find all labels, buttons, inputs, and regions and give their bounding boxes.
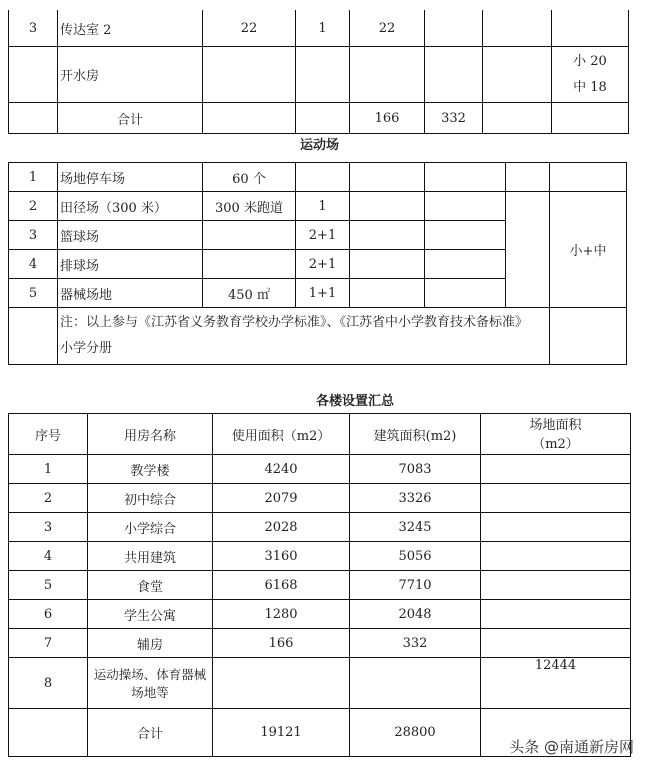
table-cell: 6	[9, 600, 88, 629]
table-cell	[425, 192, 506, 221]
table-cell: 篮球场	[58, 221, 203, 250]
table-cell: 12444	[481, 658, 631, 709]
table-row	[9, 455, 631, 484]
table-cell: 开水房	[58, 47, 203, 103]
table-cell	[296, 163, 350, 192]
table-cell: 辅房	[88, 629, 213, 658]
table-cell: 排球场	[58, 250, 203, 279]
table-cell: 2079	[213, 484, 350, 513]
table-cell: 小 20 中 18	[552, 47, 629, 103]
table-cell	[481, 455, 631, 484]
table-cell	[425, 163, 506, 192]
rooms-table-fragment	[8, 10, 629, 134]
table-row	[9, 658, 631, 709]
table-cell	[350, 658, 481, 709]
sports-title: 运动场	[300, 138, 340, 153]
table-cell: 教学楼	[88, 455, 213, 484]
table-cell: 序号	[9, 414, 88, 455]
table-cell	[481, 484, 631, 513]
table-cell	[350, 279, 425, 308]
table-cell: 场地停车场	[58, 163, 203, 192]
table-cell: 4	[9, 250, 58, 279]
table-cell	[425, 10, 483, 47]
table-cell: 合计	[88, 709, 213, 757]
table-cell: 3245	[350, 513, 481, 542]
table-cell: 传达室 2	[58, 10, 203, 47]
table-cell: 学生公寓	[88, 600, 213, 629]
table-cell: 2028	[213, 513, 350, 542]
table-cell: 建筑面积(m2)	[350, 414, 481, 455]
note-text: 小学分册	[60, 341, 113, 356]
table-cell: 使用面积（m2）	[213, 414, 350, 455]
table-cell: 田径场（300 米）	[58, 192, 203, 221]
table-cell: 7710	[350, 571, 481, 600]
table-cell	[58, 308, 550, 365]
table-cell: 初中综合	[88, 484, 213, 513]
table-cell	[483, 47, 552, 103]
watermark: 头条 @南通新房网	[509, 738, 634, 756]
table-cell: 器械场地	[58, 279, 203, 308]
table-cell	[481, 600, 631, 629]
table-cell: 3	[9, 513, 88, 542]
table-cell	[9, 47, 58, 103]
table-cell: 食堂	[88, 571, 213, 600]
table-cell	[296, 103, 350, 134]
table-cell	[9, 709, 88, 757]
table-cell: 332	[350, 629, 481, 658]
table-cell	[350, 163, 425, 192]
table-cell	[9, 308, 58, 365]
table-cell: 1	[9, 455, 88, 484]
table-cell	[550, 308, 627, 365]
table-cell: 3	[9, 10, 58, 47]
table-cell: 3	[9, 221, 58, 250]
table-cell: 4	[9, 542, 88, 571]
table-cell	[550, 163, 627, 192]
table-cell	[481, 571, 631, 600]
table-cell: 共用建筑	[88, 542, 213, 571]
table-cell: 合计	[58, 103, 203, 134]
table-cell: 3160	[213, 542, 350, 571]
table-cell: 2	[9, 192, 58, 221]
table-cell	[481, 513, 631, 542]
table-cell: 用房名称	[88, 414, 213, 455]
table-cell	[506, 163, 550, 192]
table-cell: 332	[425, 103, 483, 134]
note-text: 注：以上参与《江苏省义务教育学校办学标准》、《江苏省中小学教育技术备标准》	[60, 315, 529, 330]
table-cell	[350, 47, 425, 103]
table-row	[9, 484, 631, 513]
table-cell: 1280	[213, 600, 350, 629]
table-cell	[350, 221, 425, 250]
table-row	[9, 571, 631, 600]
table-cell: 运动操场、体育器械场地等	[88, 658, 213, 709]
table-cell: 场地面积（m2）	[481, 414, 631, 455]
table-cell: 小学综合	[88, 513, 213, 542]
table-cell: 28800	[350, 709, 481, 757]
table-cell	[483, 10, 552, 47]
table-cell: 166	[213, 629, 350, 658]
table-cell	[9, 103, 58, 134]
table-cell: 166	[350, 103, 425, 134]
summary-table	[8, 413, 631, 757]
table-cell: 22	[350, 10, 425, 47]
table-cell	[350, 250, 425, 279]
table-cell	[481, 629, 631, 658]
table-cell: 60 个	[203, 163, 296, 192]
table-cell: 19121	[213, 709, 350, 757]
table-row	[9, 600, 631, 629]
table-cell	[552, 103, 629, 134]
table-cell: 22	[203, 10, 296, 47]
table-cell	[481, 542, 631, 571]
table-cell: 7	[9, 629, 88, 658]
table-cell	[506, 192, 550, 308]
sports-table	[8, 162, 627, 365]
table-cell: 5	[9, 279, 58, 308]
table-row	[9, 513, 631, 542]
table-cell	[203, 221, 296, 250]
header-row	[9, 414, 631, 455]
table-row	[9, 47, 629, 103]
table-cell: 450 ㎡	[203, 279, 296, 308]
table-cell	[425, 279, 506, 308]
table-row	[9, 192, 627, 221]
table-cell: 小+中	[550, 192, 627, 308]
table-cell	[350, 192, 425, 221]
table-cell: 2048	[350, 600, 481, 629]
table-cell: 6168	[213, 571, 350, 600]
table-cell: 1	[9, 163, 58, 192]
table-cell	[203, 103, 296, 134]
table-cell	[213, 658, 350, 709]
table-cell	[425, 47, 483, 103]
table-cell: 3326	[350, 484, 481, 513]
table-cell: 1+1	[296, 279, 350, 308]
table-cell: 300 米跑道	[203, 192, 296, 221]
note-row	[9, 308, 627, 365]
table-cell: 1	[296, 192, 350, 221]
summary-title: 各楼设置汇总	[316, 394, 395, 409]
table-cell: 8	[9, 658, 88, 709]
table-cell: 2+1	[296, 221, 350, 250]
table-row	[9, 629, 631, 658]
table-cell: 2+1	[296, 250, 350, 279]
table-cell: 5056	[350, 542, 481, 571]
table-cell	[483, 103, 552, 134]
table-row	[9, 103, 629, 134]
table-cell: 2	[9, 484, 88, 513]
table-cell: 1	[296, 10, 350, 47]
table-row	[9, 10, 629, 47]
table-cell: 7083	[350, 455, 481, 484]
table-cell	[425, 250, 506, 279]
table-row	[9, 542, 631, 571]
table-cell	[203, 250, 296, 279]
table-cell	[552, 10, 629, 47]
table-cell	[425, 221, 506, 250]
table-cell: 4240	[213, 455, 350, 484]
table-cell	[296, 47, 350, 103]
table-cell	[203, 47, 296, 103]
table-cell: 5	[9, 571, 88, 600]
table-row	[9, 163, 627, 192]
